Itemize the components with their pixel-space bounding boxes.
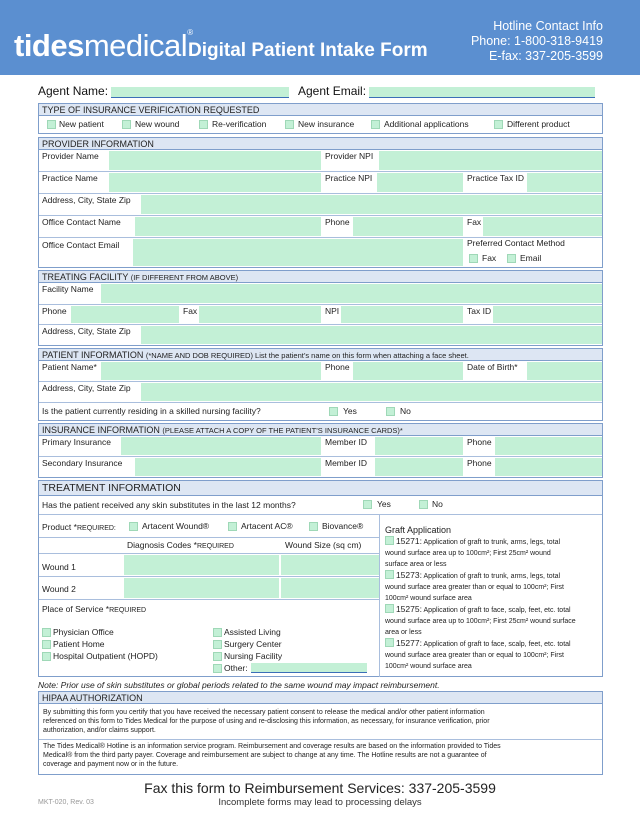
hotline-title: Hotline Contact Info	[493, 19, 603, 33]
hopd-checkbox[interactable]	[42, 652, 51, 661]
physician-office-checkbox[interactable]	[42, 628, 51, 637]
patient-section	[38, 348, 603, 421]
facility-fax-field[interactable]	[199, 306, 321, 323]
wound-1-size-field[interactable]	[281, 555, 379, 575]
graft-15275-code: 15275:	[395, 604, 422, 614]
facility-npi-field[interactable]	[341, 306, 463, 323]
facility-npi-label: NPI	[325, 306, 340, 316]
tides-medical-logo	[14, 30, 193, 61]
skin-sub-no-label: No	[432, 499, 443, 509]
patient-home-label: Patient Home	[53, 639, 105, 649]
product-label	[42, 522, 116, 532]
patient-home-checkbox[interactable]	[42, 640, 51, 649]
treatment-section	[38, 480, 603, 677]
graft-15271	[385, 536, 603, 570]
biovance-label: Biovance®	[322, 521, 364, 531]
patient-section-header	[39, 349, 602, 361]
provider-section	[38, 137, 603, 268]
verification-section-header: TYPE OF INSURANCE VERIFICATION REQUESTED	[39, 104, 602, 116]
graft-15273-line2: wound surface area greater than or equal to 100cm²; First	[385, 584, 564, 591]
diagnosis-header-text: Diagnosis Codes *	[127, 540, 197, 550]
hotline-phone: Phone: 1-800-318-9419	[470, 34, 603, 48]
pref-email-checkbox[interactable]	[507, 254, 516, 263]
wound-2-size-field[interactable]	[281, 578, 379, 598]
reverification-checkbox[interactable]	[199, 120, 208, 129]
insurance-section	[38, 423, 603, 478]
other-place-checkbox[interactable]	[213, 664, 222, 673]
hotline-disclaimer-line1: The Tides Medical® Hotline is an information service program. Reimbursement and coverage results are based on the information provided to Tides	[43, 743, 501, 750]
snf-no-label: No	[400, 406, 411, 416]
graft-15277-code: 15277:	[395, 638, 422, 648]
snf-question: Is the patient currently residing in a skilled nursing facility?	[42, 406, 261, 416]
office-contact-name-label: Office Contact Name	[42, 217, 121, 227]
practice-name-field[interactable]	[109, 173, 321, 192]
artacent-ac-label: Artacent AC®	[241, 521, 293, 531]
diag-divider-1	[39, 553, 379, 554]
agent-email-field[interactable]	[369, 87, 595, 98]
pref-fax-label: Fax	[482, 253, 497, 263]
graft-15273	[385, 570, 603, 604]
patient-row-2	[39, 382, 602, 403]
patient-row-3	[39, 403, 602, 421]
facility-row-3	[39, 325, 602, 346]
different-product-checkbox[interactable]	[494, 120, 503, 129]
primary-insurance-phone-field[interactable]	[495, 437, 602, 455]
insurance-row-primary	[39, 436, 602, 457]
diag-divider-top	[39, 537, 379, 538]
other-place-field[interactable]	[251, 663, 367, 673]
primary-insurance-phone-label: Phone	[467, 437, 492, 447]
nursing-facility-checkbox[interactable]	[213, 652, 222, 661]
graft-15273-checkbox[interactable]	[385, 570, 394, 579]
artacent-wound-checkbox[interactable]	[129, 522, 138, 531]
insurance-section-header	[39, 424, 602, 436]
patient-dob-label: Date of Birth*	[467, 362, 518, 372]
additional-applications-checkbox[interactable]	[371, 120, 380, 129]
hipaa-consent-paragraph	[43, 708, 598, 735]
graft-15277-checkbox[interactable]	[385, 638, 394, 647]
product-required: REQUIRED:	[76, 525, 116, 532]
skin-sub-no-checkbox[interactable]	[419, 500, 428, 509]
hipaa-section	[38, 691, 603, 775]
secondary-insurance-phone-field[interactable]	[495, 458, 602, 476]
skin-substitute-row	[39, 496, 602, 515]
hipaa-section-header: HIPAA AUTHORIZATION	[39, 692, 602, 704]
assisted-living-label: Assisted Living	[224, 627, 281, 637]
provider-npi-field[interactable]	[379, 151, 602, 170]
agent-name-field[interactable]	[111, 87, 289, 98]
insurance-row-secondary	[39, 457, 602, 478]
graft-15277	[385, 638, 603, 672]
provider-address-label: Address, City, State Zip	[42, 195, 131, 205]
form-title: Digital Patient Intake Form	[188, 40, 428, 61]
diagnosis-required: REQUIRED	[196, 543, 234, 550]
snf-yes-checkbox[interactable]	[329, 407, 338, 416]
hipaa-consent-line3: authorization, and/or claims support.	[43, 727, 156, 734]
logo-text-light: medical	[83, 28, 188, 63]
hotline-fax: E-fax: 337-205-3599	[489, 49, 603, 63]
hipaa-consent-line1: By submitting this form you certify that you have received the necessary patient consent to release the medical and/or other patient information	[43, 709, 485, 716]
facility-fax-label: Fax	[183, 306, 198, 316]
facility-section-header	[39, 271, 602, 283]
snf-yes-label: Yes	[343, 406, 357, 416]
hipaa-consent-line2: referenced on this form to Tides Medical for the purpose of using and re-disclosing this information, as necessary, for insurance verification, prior	[43, 718, 490, 725]
patient-title: PATIENT INFORMATION	[42, 350, 144, 360]
artacent-ac-checkbox[interactable]	[228, 522, 237, 531]
facility-name-field[interactable]	[101, 284, 602, 303]
skin-sub-yes-checkbox[interactable]	[363, 500, 372, 509]
new-insurance-checkbox[interactable]	[285, 120, 294, 129]
snf-no-checkbox[interactable]	[386, 407, 395, 416]
office-fax-field[interactable]	[483, 217, 602, 236]
reimbursement-note: Note: Prior use of skin substitutes or global periods related to the same wound may impact reimbursement.	[38, 680, 440, 690]
wound-1-label: Wound 1	[42, 562, 76, 572]
wound-2-label: Wound 2	[42, 584, 76, 594]
practice-name-label: Practice Name	[42, 173, 98, 183]
insurance-title-note: (PLEASE ATTACH A COPY OF THE PATIENT’S INSURANCE CARDS)*	[162, 426, 403, 435]
graft-application-title: Graft Application	[385, 525, 452, 535]
facility-title: TREATING FACILITY	[42, 272, 129, 282]
place-label-text: Place of Service *	[42, 604, 110, 614]
form-revision-code: MKT-020, Rev. 03	[38, 799, 94, 806]
diagnosis-codes-header	[127, 540, 234, 550]
diag-divider-3	[39, 599, 379, 600]
facility-tax-id-label: Tax ID	[467, 306, 492, 316]
incomplete-forms-warning: Incomplete forms may lead to processing delays	[218, 797, 422, 808]
artacent-wound-label: Artacent Wound®	[142, 521, 210, 531]
provider-row-1	[39, 150, 602, 172]
hotline-contact-info	[471, 19, 603, 64]
facility-row-2	[39, 305, 602, 325]
facility-phone-label: Phone	[42, 306, 67, 316]
provider-row-5	[39, 238, 602, 268]
agent-email-label: Agent Email:	[298, 84, 367, 98]
pref-fax-checkbox[interactable]	[469, 254, 478, 263]
new-wound-checkbox[interactable]	[122, 120, 131, 129]
patient-row-1	[39, 361, 602, 382]
additional-applications-label: Additional applications	[384, 119, 469, 129]
agent-row	[38, 84, 603, 100]
primary-member-id-field[interactable]	[375, 437, 463, 455]
patient-name-label: Patient Name*	[42, 362, 97, 372]
patient-address-field[interactable]	[141, 383, 602, 401]
graft-15273-line3: 100cm² wound surface area	[385, 595, 472, 602]
agent-name-label: Agent Name:	[38, 84, 109, 98]
facility-tax-id-field[interactable]	[493, 306, 602, 323]
preferred-contact-label: Preferred Contact Method	[467, 238, 565, 248]
new-wound-label: New wound	[135, 119, 180, 129]
new-patient-label: New patient	[59, 119, 104, 129]
facility-title-note: (IF DIFFERENT FROM ABOVE)	[130, 273, 239, 282]
office-phone-label: Phone	[325, 217, 350, 227]
provider-name-label: Provider Name	[42, 151, 99, 161]
provider-row-4	[39, 216, 602, 238]
graft-15275-line2: wound surface area up to 100cm²; First 25cm² wound surface	[385, 618, 576, 625]
graft-15273-text: Application of graft to trunk, arms, legs, total	[423, 573, 561, 580]
assisted-living-checkbox[interactable]	[213, 628, 222, 637]
facility-address-label: Address, City, State Zip	[42, 326, 131, 336]
secondary-insurance-label: Secondary Insurance	[42, 458, 123, 468]
graft-15271-text: Application of graft to trunk, arms, legs, total	[423, 539, 561, 546]
graft-15271-checkbox[interactable]	[385, 536, 394, 545]
logo-text-bold: tides	[14, 28, 84, 63]
other-place-label: Other:	[224, 663, 248, 673]
hotline-disclaimer-line3: coverage and payment now or in the future.	[43, 761, 179, 768]
pref-email-label: Email	[520, 253, 542, 263]
provider-npi-label: Provider NPI	[325, 151, 374, 161]
graft-divider	[379, 515, 380, 677]
patient-name-field[interactable]	[101, 362, 321, 380]
office-fax-label: Fax	[467, 217, 482, 227]
place-required: REQUIRED	[109, 607, 147, 614]
graft-15271-line2: wound surface area up to 100cm²; First 25cm² wound	[385, 550, 551, 557]
hotline-disclaimer-paragraph	[43, 742, 598, 769]
provider-address-field[interactable]	[141, 195, 602, 214]
graft-15275-line3: area or less	[385, 629, 422, 636]
hotline-disclaimer-line2: Medical® from the third party payer. Coverage and reimbursement are subject to change at any time. The Hotline results are not a guarantee of	[43, 752, 487, 759]
patient-title-note: (*NAME AND DOB REQUIRED) List the patient’s name on this form when attaching a face sheet.	[145, 351, 469, 360]
provider-section-header: PROVIDER INFORMATION	[39, 138, 602, 150]
provider-row-2	[39, 172, 602, 194]
practice-tax-id-field[interactable]	[527, 173, 602, 192]
facility-section	[38, 270, 603, 346]
fax-instructions: Fax this form to Reimbursement Services: 337-205-3599	[144, 780, 496, 796]
patient-phone-field[interactable]	[353, 362, 463, 380]
wound-1-diagnosis-field[interactable]	[124, 555, 279, 575]
graft-15275-text: Application of graft to face, scalp, feet, etc. total	[423, 607, 571, 614]
graft-15277-text: Application of graft to face, scalp, feet, etc. total	[423, 641, 571, 648]
hopd-label: Hospital Outpatient (HOPD)	[53, 651, 158, 661]
diag-divider-2	[39, 576, 379, 577]
secondary-insurance-field[interactable]	[135, 458, 321, 476]
physician-office-label: Physician Office	[53, 627, 114, 637]
new-insurance-label: New insurance	[298, 119, 355, 129]
secondary-member-id-field[interactable]	[375, 458, 463, 476]
graft-15275	[385, 604, 603, 638]
facility-row-1	[39, 283, 602, 305]
patient-address-label: Address, City, State Zip	[42, 383, 131, 393]
practice-npi-label: Practice NPI	[325, 173, 373, 183]
graft-15271-line3: surface area or less	[385, 561, 447, 568]
graft-15275-checkbox[interactable]	[385, 604, 394, 613]
practice-tax-id-label: Practice Tax ID	[467, 173, 525, 183]
facility-address-field[interactable]	[141, 326, 602, 344]
facility-name-label: Facility Name	[42, 284, 94, 294]
patient-dob-field[interactable]	[527, 362, 602, 380]
logo-registered-mark: ®	[187, 28, 193, 37]
patient-phone-label: Phone	[325, 362, 350, 372]
graft-15277-line3: 100cm² wound surface area	[385, 663, 472, 670]
surgery-center-label: Surgery Center	[224, 639, 282, 649]
verification-section	[38, 103, 603, 134]
reverification-label: Re-verification	[212, 119, 267, 129]
nursing-facility-label: Nursing Facility	[224, 651, 283, 661]
insurance-title: INSURANCE INFORMATION	[42, 425, 160, 435]
wound-2-diagnosis-field[interactable]	[124, 578, 279, 598]
primary-member-id-label: Member ID	[325, 437, 368, 447]
primary-insurance-label: Primary Insurance	[42, 437, 111, 447]
graft-15271-code: 15271:	[395, 536, 422, 546]
primary-insurance-field[interactable]	[121, 437, 321, 455]
provider-name-field[interactable]	[109, 151, 321, 170]
wound-size-header: Wound Size (sq cm)	[285, 540, 362, 550]
treatment-section-header: TREATMENT INFORMATION	[39, 481, 602, 496]
surgery-center-checkbox[interactable]	[213, 640, 222, 649]
graft-15273-code: 15273:	[395, 570, 422, 580]
new-patient-checkbox[interactable]	[47, 120, 56, 129]
skin-sub-yes-label: Yes	[377, 499, 391, 509]
office-contact-email-field[interactable]	[133, 239, 463, 266]
graft-15277-line2: wound surface area greater than or equal to 100cm²; First	[385, 652, 564, 659]
office-phone-field[interactable]	[353, 217, 463, 236]
different-product-label: Different product	[507, 119, 570, 129]
place-of-service-label	[42, 604, 146, 614]
facility-phone-field[interactable]	[71, 306, 179, 323]
skin-substitute-question: Has the patient received any skin substitutes in the last 12 months?	[42, 500, 296, 510]
provider-row-3	[39, 194, 602, 216]
header-banner	[0, 0, 640, 75]
hipaa-divider	[39, 739, 602, 740]
practice-npi-field[interactable]	[377, 173, 463, 192]
product-label-text: Product *	[42, 522, 77, 532]
secondary-member-id-label: Member ID	[325, 458, 368, 468]
office-contact-email-label: Office Contact Email	[42, 240, 120, 250]
biovance-checkbox[interactable]	[309, 522, 318, 531]
secondary-insurance-phone-label: Phone	[467, 458, 492, 468]
office-contact-name-field[interactable]	[135, 217, 321, 236]
